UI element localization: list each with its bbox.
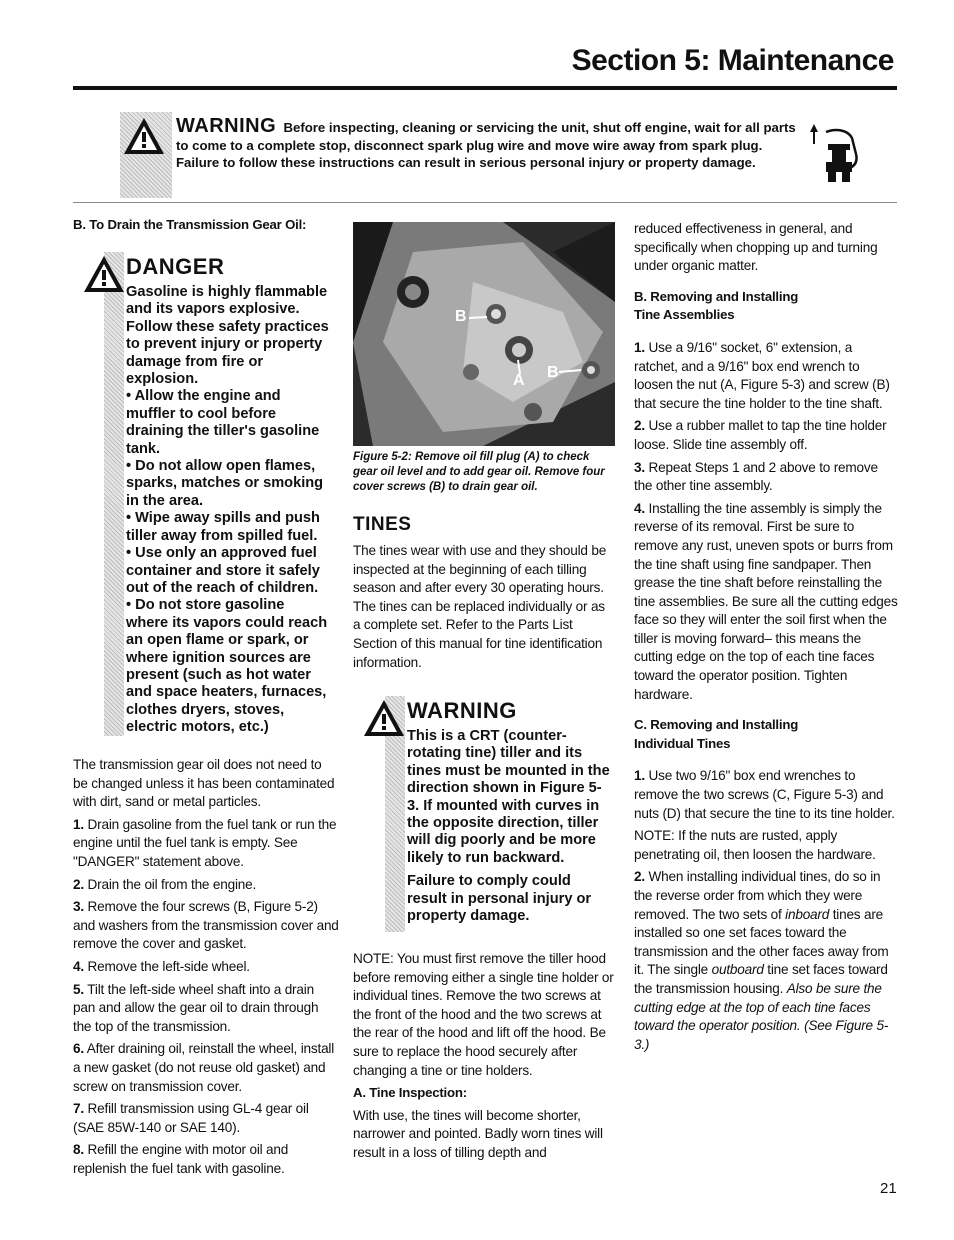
column-3: [634, 220, 898, 1058]
page-number: 21: [880, 1180, 897, 1197]
step: 7. Refill transmission using GL-4 gear oil (SAE 85W-140 or SAE 140).: [73, 1101, 309, 1135]
step: 5. Tilt the left-side wheel shaft into a drain pan and allow the gear oil to drain through the top of the transmission.: [73, 981, 319, 1034]
top-warning: [176, 115, 796, 172]
danger-label: DANGER: [126, 254, 225, 279]
individual-tines-heading: C. Removing and Installing: [634, 717, 799, 733]
step: 3. Remove the four screws (B, Figure 5-2) and washers from the transmission cover and remove the cover and gasket.: [73, 899, 339, 952]
top-warning-text: Before inspecting, cleaning or servicing the unit, shut off engine, wait for all parts to come to a complete stop, disconnect spark plug wire and move wire away from spark plug. Failure to follow these instructions can result in serious personal injury or property damage.: [176, 120, 796, 170]
step: 2. When installing individual tines, do so in the reverse order from which they were removed. The two sets of inboard tines are installed so one set faces toward the transmission and the other faces away from it. The single outboard tine set faces toward the transmission housing. Also be sure the cutting edge at the top of each tine faces toward the operator position. (See Figure 5-3.): [634, 869, 889, 1052]
danger-body: [126, 284, 330, 737]
figure-5-2-photo: [353, 222, 615, 446]
warning2-text: This is a CRT (counter-rotating tine) tiller and its tines must be mounted in the direction shown in Figure 5-3. If mounted with curves in the opposite direction, tiller will dig poorly and be more likely to run backward.: [407, 728, 610, 866]
danger-bullet: • Do not store gasoline where its vapors could reach an open flame or spark, or where ignition sources are present (such as hot water and space heaters, furnaces, clothes dryers, stoves, electric motors, etc.): [126, 597, 328, 736]
figure-label-a: A: [513, 372, 525, 389]
danger-triangle-icon: [82, 254, 126, 294]
tines-text: [353, 542, 615, 676]
disconnect-spark-plug-icon: [806, 122, 862, 184]
continued-text: reduced effectiveness in general, and specifically when chopping up and turning under organic matter.: [634, 221, 878, 274]
step: 1. Use a 9/16" socket, 6" extension, a ratchet, and a 9/16" box end wrench to loosen the nut (A, Figure 5-3) and screw (B) that secure the tine holder to the tine shaft.: [634, 339, 890, 411]
step: 1. Use two 9/16" box end wrenches to remove the two screws (C, Figure 5-3) and nuts (D) that secure the tine to its tine holder.: [634, 768, 895, 821]
warning2-label: WARNING: [407, 698, 517, 723]
section-title: Section 5: Maintenance: [571, 44, 894, 77]
danger-shade-block: [104, 252, 124, 736]
individual-tines-heading: Individual Tines: [634, 735, 731, 751]
warning-triangle-icon: [122, 116, 166, 156]
figure-label-b: B: [455, 308, 467, 325]
tines-heading: TINES: [353, 514, 412, 535]
tines-paragraph: The tines wear with use and they should be inspected at the beginning of each tilling season and after every 30 operating hours. The tines can be replaced individually or as a complete set. Refer to the Parts List Section of this manual for tine identification information.: [353, 543, 607, 670]
step: 4. Remove the left-side wheel.: [73, 958, 250, 974]
danger-bullet: • Do not allow open flames, sparks, matches or smoking in the area.: [126, 458, 324, 509]
warning2-body: [407, 728, 611, 925]
transmission-photo: [353, 222, 615, 446]
danger-bullet: • Allow the engine and muffler to cool before draining the tiller's gasoline tank.: [126, 388, 320, 457]
col2-lower: [353, 950, 615, 1167]
step: 2. Use a rubber mallet to tap the tine holder loose. Slide tine assembly off.: [634, 418, 887, 452]
drain-intro: The transmission gear oil does not need to be changed unless it has been contaminated with dirt, sand or metal particles.: [73, 757, 335, 810]
drain-gear-oil-heading: B. To Drain the Transmission Gear Oil:: [73, 217, 307, 232]
title-rule: [73, 86, 897, 90]
drain-steps: [73, 756, 339, 1182]
step: 6. After draining oil, reinstall the wheel, install a new gasket (do not reuse old gasket) and screw on transmission cover.: [73, 1041, 335, 1094]
tine-assemblies-heading: B. Removing and Installing: [634, 288, 799, 304]
step: 4. Installing the tine assembly is simply the reverse of its removal. First be sure to remove any rust, uneven spots or burrs from the tine shaft using fine sandpaper. Then grease the tine shaft before reinstalling the tine assemblies. Be sure all the cutting edges face so they will enter the soil first when the tiller is moving forward– this means the cutting edge on the top of each tine faces toward the operator position. Tighten hardware.: [634, 500, 898, 702]
figure-caption: Figure 5-2: Remove oil fill plug (A) to check gear oil level and to add gear oil. Remove four cover screws (B) to drain gear oil.: [353, 451, 605, 493]
tine-assemblies-heading: Tine Assemblies: [634, 307, 735, 323]
danger-bullet: • Wipe away spills and push tiller away from spilled fuel.: [126, 510, 320, 544]
rust-note: NOTE: If the nuts are rusted, apply penetrating oil, then loosen the hardware.: [634, 828, 876, 862]
warning2-text: Failure to comply could result in personal injury or property damage.: [407, 873, 592, 925]
warning-divider: [73, 202, 897, 203]
danger-bullet: • Use only an approved fuel container and store it safely out of the reach of children.: [126, 545, 320, 596]
tine-inspection-heading: A. Tine Inspection:: [353, 1085, 467, 1101]
figure-label-b: B: [547, 364, 559, 381]
step: 2. Drain the oil from the engine.: [73, 876, 257, 892]
step: 8. Refill the engine with motor oil and replenish the fuel tank with gasoline.: [73, 1142, 289, 1176]
danger-intro: Gasoline is highly flammable and its vapors explosive. Follow these safety practices to prevent injury or property damage from fire or explosion.: [126, 284, 329, 388]
warning-triangle-icon: [362, 698, 406, 738]
top-warning-label: WARNING: [176, 115, 277, 137]
hood-note: NOTE: You must first remove the tiller hood before removing either a single tine holder or individual tines. Remove the two screws at the front of the hood and the two screws at the rear of the hood and lift off the hood. Be sure to replace the hood securely after changing a tine or tine holders.: [353, 951, 614, 1078]
step: 1. Drain gasoline from the fuel tank or run the engine until the fuel tank is empty. See "DANGER" statement above.: [73, 816, 337, 869]
step: 3. Repeat Steps 1 and 2 above to remove the other tine assembly.: [634, 459, 878, 494]
tine-inspection-text: With use, the tines will become shorter, narrower and pointed. Badly worn tines will result in a loss of tilling depth and: [353, 1107, 603, 1160]
column-1: [73, 216, 341, 251]
